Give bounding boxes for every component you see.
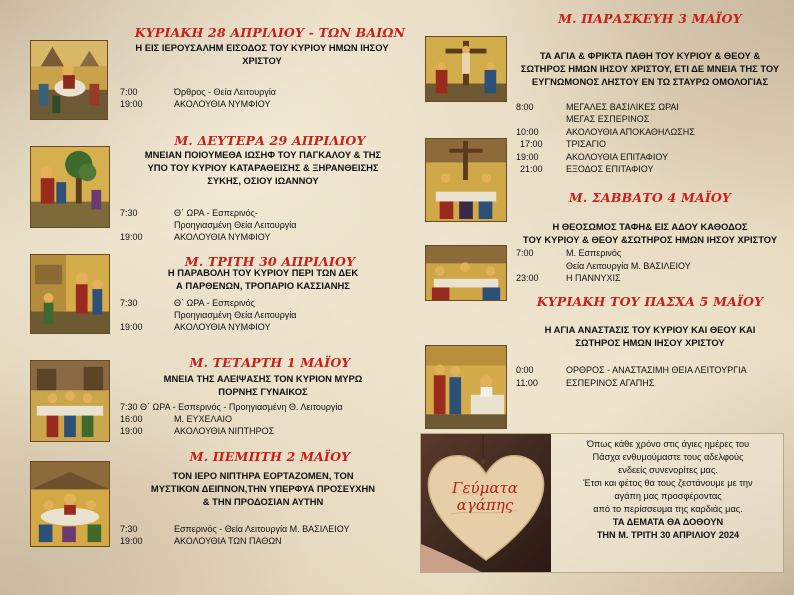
subtitle-holy-monday: ΜΝΕΙΑΝ ΠΟΙΟΥΜΕΘΑ ΙΩΣΗΦ ΤΟΥ ΠΑΓΚΑΛΟΥ & ΤΗΣ ΥΠΟ ΤΟΥ ΚΥΡΙΟΥ ΚΑΤΑΡΑΘΕΙΣΗΣ & ΞΗΡΑΝΘΕΙΣΗΣ ΣΥΚΗΣ, ΟΣΙΟΥ ΙΩΑΝΝΟΥ	[144, 149, 382, 186]
schedule-row: 19:00 ΑΚΟΛΟΥΘΙΑ ΕΠΙΤΑΦΙΟΥ	[516, 151, 669, 162]
heading-holy-monday: Μ. ΔΕΥΤΕΡΑ 29 ΑΠΡΙΛΙΟΥ	[174, 133, 366, 148]
subtitle-holy-thursday: ΤΟΝ ΙΕΡΟ ΝΙΠΤΗΡΑ ΕΟΡΤΑΖΟΜΕΝ, ΤΟΝ ΜΥΣΤΙΚΟΝ ΔΕΙΠΝΟΝ,ΤΗΝ ΥΠΕΡΦΥΑ ΠΡΟΣΕΥΧΗΝ & ΤΗΝ ΠΡΟΔΟΣΙΑΝ ΑΥΤΗΝ	[150, 470, 376, 507]
heart-caption: Γεύματα αγάπης	[452, 479, 518, 514]
love-line: Όπως κάθε χρόνο στις άγιες ημέρες του	[586, 439, 750, 449]
love-emphasis: ΤΑ ΔΕΜΑΤΑ ΘΑ ΔΟΘΟΥΝ	[612, 517, 724, 527]
icon-myrrhbearers	[425, 345, 507, 429]
schedule-holy-saturday	[516, 247, 786, 285]
heading-pascha: ΚΥΡΙΑΚΗ ΤΟΥ ΠΑΣΧΑ 5 ΜΑΪΟΥ	[536, 294, 764, 309]
heading-holy-friday: Μ. ΠΑΡΑΣΚΕΥΗ 3 ΜΑΪΟΥ	[558, 11, 742, 26]
heart-photo	[421, 434, 551, 572]
schedule-row: 19:00 ΑΚΟΛΟΥΘΙΑ ΝΥΜΦΙΟΥ	[120, 322, 271, 332]
subtitle-holy-wednesday: ΜΝΕΙΑ ΤΗΣ ΑΛΕΙΨΑΣΗΣ ΤΟΝ ΚΥΡΙΟΝ ΜΥΡΩ ΠΟΡΝΗΣ ΓΥΝΑΙΚΟΣ	[163, 373, 363, 397]
love-line: ενδεείς συνενορίτες μας.	[618, 465, 718, 475]
schedule-holy-tuesday	[120, 297, 410, 333]
schedule-row: 0:00 ΟΡΘΡΟΣ - ΑΝΑΣΤΑΣΙΜΗ ΘΕΙΑ ΛΕΙΤΟΥΡΓΙΑ	[516, 365, 747, 375]
love-line: αγάπη μας προσφέροντας	[614, 491, 722, 501]
subtitle-pascha: Η ΑΓΙΑ ΑΝΑΣΤΑΣΙΣ ΤΟΥ ΚΥΡΙΟΥ ΚΑΙ ΘΕΟΥ ΚΑΙ ΣΩΤΗΡΟΣ ΗΜΩΝ ΙΗΣΟΥ ΧΡΙΣΤΟΥ	[544, 324, 756, 348]
love-meals-text	[553, 438, 783, 542]
icon-entry-jerusalem	[30, 40, 108, 120]
icon-anointing	[30, 360, 110, 442]
schedule-row: 7:00 Μ. Εσπερινός	[516, 248, 622, 258]
icon-deposition	[425, 138, 507, 222]
love-line: από το περίσσευμα της καρδιάς μας.	[593, 504, 743, 514]
schedule-pascha	[516, 364, 786, 390]
love-line: Πάσχα ενθυμούμαστε τους αδελφούς	[592, 452, 744, 462]
schedule-row: 7:30 Θ΄ ΩΡΑ - Εσπερινός	[120, 298, 255, 308]
schedule-row: 17:00 ΤΡΙΣΑΓΙΟ	[520, 139, 607, 150]
schedule-row: 10:00 ΑΚΟΛΟΥΘΙΑ ΑΠΟΚΑΘΗΛΩΣΗΣ	[516, 126, 695, 137]
schedule-row: 21:00 ΕΞΟΔΟΣ ΕΠΙΤΑΦΙΟΥ	[520, 163, 654, 174]
icon-crucifixion	[425, 36, 507, 102]
schedule-row: ΜΕΓΑΣ ΕΣΠΕΡΙΝΟΣ	[566, 114, 650, 125]
schedule-row: 7:30 Θ΄ ΩΡΑ - Εσπερινός-	[120, 208, 258, 218]
schedule-row: 23:00 Η ΠΑΝΝΥΧΙΣ	[516, 273, 621, 284]
schedule-row: 11:00 ΕΣΠΕΡΙΝΟΣ ΑΓΑΠΗΣ	[516, 378, 655, 388]
schedule-palm-sunday	[120, 86, 410, 112]
love-meals-panel	[420, 433, 784, 573]
love-line: Έτσι και φέτος θα τους ζεστάνουμε με την	[583, 478, 753, 488]
heading-holy-saturday: Μ. ΣΑΒΒΑΤΟ 4 ΜΑΪΟΥ	[568, 190, 732, 205]
heading-holy-wednesday: Μ. ΤΕΤΑΡΤΗ 1 ΜΑΪΟΥ	[189, 355, 351, 370]
subtitle-holy-saturday: Η ΘΕΟΣΩΜΟΣ ΤΑΦΗ& ΕΙΣ ΑΔΟΥ ΚΑΘΟΔΟΣ ΤΟΥ ΚΥΡΙΟΥ & ΘΕΟΥ &ΣΩΤΗΡΟΣ ΗΜΩΝ ΙΗΣΟΥ ΧΡΙΣΤΟΥ	[522, 221, 778, 245]
schedule-row: 19:00 ΑΚΟΛΟΥΘΙΑ ΝΥΜΦΙΟΥ	[120, 232, 271, 242]
icon-lamentation	[425, 245, 507, 301]
schedule-row: 16:00 Μ. ΕΥΧΕΛΑΙΟ	[120, 414, 233, 424]
heading-holy-thursday: Μ. ΠΕΜΠΤΗ 2 ΜΑΪΟΥ	[189, 449, 351, 464]
schedule-row: 7:30 Εσπερινός - Θεία Λειτουργία Μ. ΒΑΣΙΛΕΙΟΥ	[120, 524, 350, 534]
love-emphasis: ΤΗΝ Μ. ΤΡΙΤΗ 30 ΑΠΡΙΛΙΟΥ 2024	[596, 530, 740, 540]
icon-fig-tree	[30, 146, 110, 228]
schedule-row: 7:00 Όρθρος - Θεία Λειτουργία	[120, 87, 276, 97]
heading-holy-tuesday: Μ. ΤΡΙΤΗ 30 ΑΠΡΙΛΙΟΥ	[184, 254, 356, 269]
subtitle-holy-friday: ΤΑ ΑΓΙΑ & ΦΡΙΚΤΑ ΠΑΘΗ ΤΟΥ ΚΥΡΙΟΥ & ΘΕΟΥ & ΣΩΤΗΡΟΣ ΗΜΩΝ ΙΗΣΟΥ ΧΡΙΣΤΟΥ, ΕΤΙ ΔΕ ΜΝΕΙΑ ΤΗΣ ΤΟΥ ΕΥΓΝΩΜΟΝΟΣ ΛΗΣΤΟΥ ΕΝ ΤΩ ΣΤΑΥΡΩ ΟΜΟΛΟΓΙΑΣ	[520, 50, 780, 87]
schedule-row: 19:00 ΑΚΟΛΟΥΘΙΑ ΤΩΝ ΠΑΘΩΝ	[120, 536, 282, 546]
subtitle-palm-sunday: Η ΕΙΣ ΙΕΡΟΥΣΑΛΗΜ ΕΙΣΟΔΟΣ ΤΟΥ ΚΥΡΙΟΥ ΗΜΩΝ ΙΗΣΟΥ ΧΡΙΣΤΟΥ	[135, 42, 389, 66]
schedule-row: Προηγιασμένη Θεία Λειτουργία	[174, 310, 297, 320]
schedule-holy-monday	[120, 207, 410, 243]
schedule-holy-friday	[516, 101, 786, 185]
icon-last-supper	[30, 461, 110, 547]
schedule-row: 19:00 ΑΚΟΛΟΥΘΙΑ ΝΥΜΦΙΟΥ	[120, 99, 271, 109]
schedule-holy-thursday	[120, 523, 410, 549]
schedule-row: Θεία Λειτουργία Μ. ΒΑΣΙΛΕΙΟΥ	[566, 260, 691, 271]
schedule-holy-wednesday	[120, 401, 410, 437]
schedule-row: 7:30 Θ΄ ΩΡΑ - Εσπερινός - Προηγιασμένη Θ. Λειτουργία	[120, 402, 343, 412]
heading-palm-sunday: ΚΥΡΙΑΚΗ 28 ΑΠΡΙΛΙΟΥ - ΤΩΝ ΒΑΙΩΝ	[134, 25, 406, 40]
subtitle-holy-tuesday: Η ΠΑΡΑΒΟΛΗ ΤΟΥ ΚΥΡΙΟΥ ΠΕΡΙ ΤΩΝ ΔΕΚ Α ΠΑΡΘΕΝΩΝ, ΤΡΟΠΑΡΙΟ ΚΑΣΣΙΑΝΗΣ	[167, 267, 359, 291]
schedule-row: 8:00 ΜΕΓΑΛΕΣ ΒΑΣΙΛΙΚΕΣ ΩΡΑΙ	[516, 102, 679, 112]
schedule-row: 19:00 ΑΚΟΛΟΥΘΙΑ ΝΙΠΤΗΡΟΣ	[120, 426, 275, 436]
icon-ten-virgins	[30, 254, 110, 334]
schedule-row: Προηγιασμένη Θεία Λειτουργία	[174, 220, 297, 230]
